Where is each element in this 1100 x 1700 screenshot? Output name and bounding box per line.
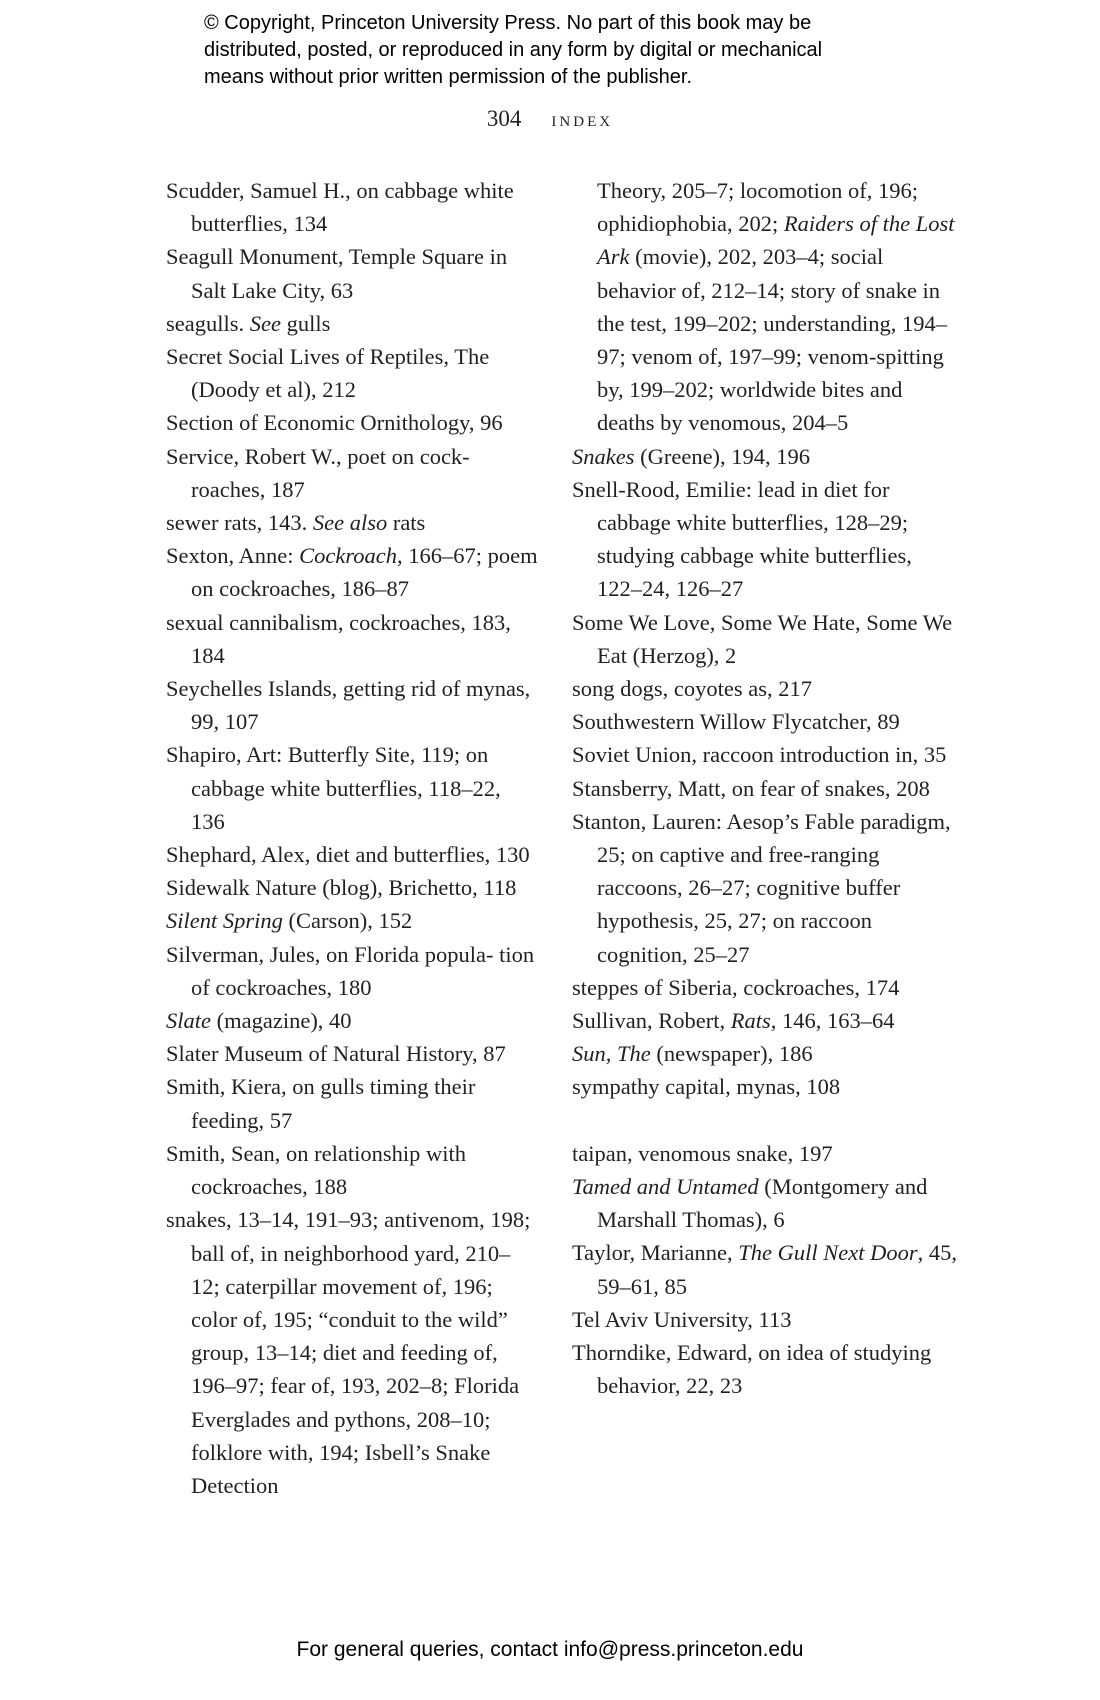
index-entry: steppes of Siberia, cockroaches, 174 <box>572 974 900 1000</box>
index-entry: Southwestern Willow Flycatcher, 89 <box>572 709 900 735</box>
index-entry: Scudder, Samuel H., on cabbage white butterflies, 134 <box>166 178 514 237</box>
index-entry: Seychelles Islands, getting rid of mynas, 99, 107 <box>166 676 531 735</box>
index-column-right <box>572 174 962 1403</box>
index-entry: Slater Museum of Natural History, 87 <box>166 1041 506 1067</box>
index-entry: Silverman, Jules, on Florida popula- tion of cockroaches, 180 <box>166 941 535 1000</box>
index-entry: sympathy capital, mynas, 108 <box>572 1074 841 1100</box>
index-entry: Shapiro, Art: Butterfly Site, 119; on cabbage white butterflies, 118–22, 136 <box>166 742 501 834</box>
index-entry: Slate (magazine), 40 <box>166 1008 352 1034</box>
index-entry: Section of Economic Ornithology, 96 <box>166 410 503 436</box>
index-entry: sewer rats, 143. See also rats <box>166 510 426 536</box>
index-entry: Thorndike, Edward, on idea of studying behavior, 22, 23 <box>572 1340 932 1399</box>
index-entry: Tamed and Untamed (Montgomery and Marshall Thomas), 6 <box>572 1174 928 1233</box>
copyright-notice: © Copyright, Princeton University Press. No part of this book may be distributed, posted, or reproduced in any form by digital or mechanical means without prior written permission of the publisher. <box>204 12 823 88</box>
contact-footer: For general queries, contact info@press.princeton.edu <box>296 1638 804 1661</box>
running-head <box>0 106 1100 132</box>
index-entry: Sexton, Anne: Cockroach, 166–67; poem on cockroaches, 186–87 <box>166 543 538 602</box>
index-entry-continuation: Theory, 205–7; locomotion of, 196; ophidiophobia, 202; Raiders of the Lost Ark (movie), 202, 203–4; social behavior of, 212–14; story of snake in the test, 199–202; understanding, 194–97; venom of, 197–99; venom-spitting by, 199–202; worldwide bites and deaths by venomous, 204–5 <box>597 178 955 436</box>
index-entry: Sullivan, Robert, Rats, 146, 163–64 <box>572 1008 895 1034</box>
index-entry: Sidewalk Nature (blog), Brichetto, 118 <box>166 875 517 901</box>
index-entry: Sun, The (newspaper), 186 <box>572 1041 813 1067</box>
index-entry: Shephard, Alex, diet and butterflies, 130 <box>166 842 530 868</box>
index-entry: Soviet Union, raccoon introduction in, 35 <box>572 742 947 768</box>
index-entry: Smith, Kiera, on gulls timing their feeding, 57 <box>166 1074 476 1133</box>
index-entry: Tel Aviv University, 113 <box>572 1306 792 1332</box>
index-column-left <box>166 174 538 1502</box>
index-entry: song dogs, coyotes as, 217 <box>572 676 812 702</box>
section-heading: index <box>551 106 614 131</box>
index-entry: Stanton, Lauren: Aesop’s Fable paradigm, 25; on captive and free-ranging raccoons, 26–27; cognitive buffer hypothesis, 25, 27; on raccoon cognition, 25–27 <box>572 808 951 967</box>
index-entry: seagulls. See gulls <box>166 310 331 336</box>
index-entry: Secret Social Lives of Reptiles, The (Doody et al), 212 <box>166 344 490 403</box>
index-entry: Snell-Rood, Emilie: lead in diet for cabbage white butterflies, 128–29; studying cabbage white butterflies, 122–24, 126–27 <box>572 476 912 602</box>
index-entry: Stansberry, Matt, on fear of snakes, 208 <box>572 775 930 801</box>
index-entry: sexual cannibalism, cockroaches, 183, 184 <box>166 609 511 668</box>
index-entry: Silent Spring (Carson), 152 <box>166 908 413 934</box>
letter-group-gap <box>572 1104 962 1137</box>
index-entry: snakes, 13–14, 191–93; antivenom, 198; ball of, in neighborhood yard, 210–12; caterpillar movement of, 196; color of, 195; “conduit to the wild” group, 13–14; diet and feeding of, 196–97; fear of, 193, 202–8; Florida Everglades and pythons, 208–10; folklore with, 194; Isbell’s Snake Detection <box>166 1207 531 1498</box>
index-entry: Service, Robert W., poet on cock- roaches, 187 <box>166 443 470 502</box>
index-entry: Taylor, Marianne, The Gull Next Door, 45, 59–61, 85 <box>572 1240 957 1299</box>
page-number: 304 <box>486 106 522 131</box>
index-entry: taipan, venomous snake, 197 <box>572 1140 833 1166</box>
index-entry: Smith, Sean, on relationship with cockroaches, 188 <box>166 1140 466 1200</box>
index-entry: Seagull Monument, Temple Square in Salt Lake City, 63 <box>166 244 508 303</box>
index-entry: Snakes (Greene), 194, 196 <box>572 443 811 469</box>
index-entry: Some We Love, Some We Hate, Some We Eat (Herzog), 2 <box>572 609 953 668</box>
